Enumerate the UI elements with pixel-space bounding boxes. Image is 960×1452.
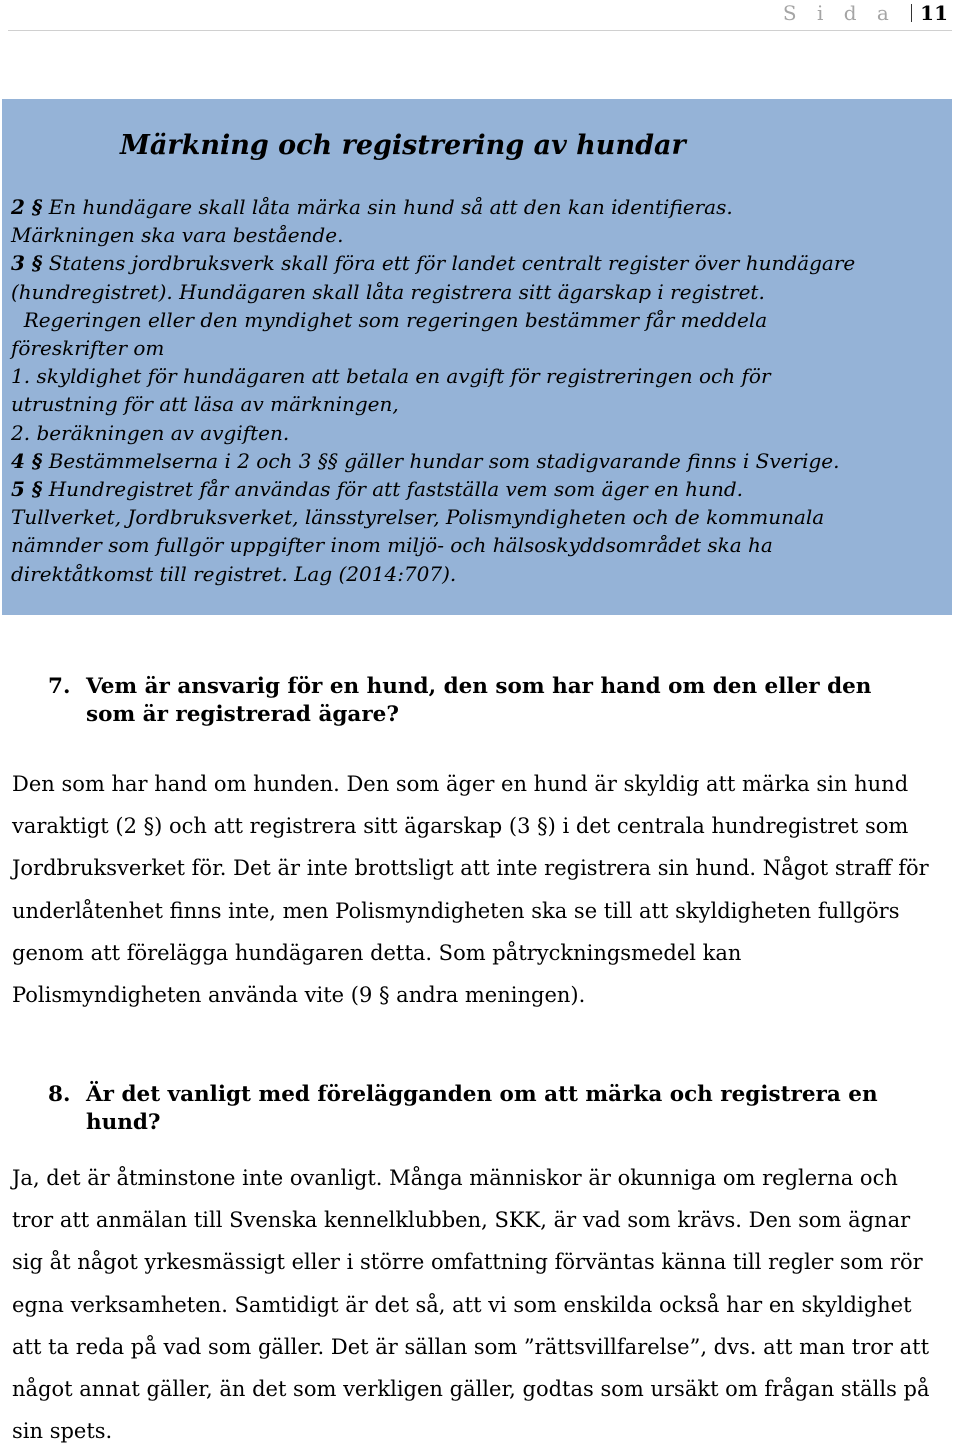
answer-line: att ta reda på vad som gäller. Det är sällan som ”rättsvillfarelse”, dvs. att man tror att [12,1334,930,1359]
law-line [11,503,951,531]
law-line-text: Regeringen eller den myndighet som regeringen bestämmer får meddela [11,307,768,332]
paragraph-number: 5 § [11,477,43,502]
question-heading [48,673,928,729]
answer-line: egna verksamheten. Samtidigt är det så, att vi som enskilda också har en skyldighet [12,1292,912,1317]
law-line-text: föreskrifter om [11,336,165,361]
law-line [11,334,951,362]
law-line-text: direktåtkomst till registret. Lag (2014:707). [11,561,457,586]
law-line-text: En hundägare skall låta märka sin hund så att den kan identifieras. [42,195,733,219]
law-excerpt-text [11,193,951,588]
law-line [11,447,951,475]
answer-line: tror att anmälan till Svenska kennelklubben, SKK, är vad som krävs. Den som ägnar [12,1208,911,1233]
law-line [11,221,951,249]
question-number: 7. [48,674,71,699]
page-indicator [783,1,948,25]
answer-line: Den som har hand om hunden. Den som äger en hund är skyldig att märka sin hund [12,772,909,796]
question-text: Är det vanligt med förelägganden om att märka och registrera en hund? [86,1082,878,1135]
law-line-text: nämnder som fullgör uppgifter inom miljö- och hälsoskyddsområdet ska ha [11,533,773,558]
paragraph-number: 4 § [11,448,43,473]
law-line-text: Bestämmelserna i 2 och 3 §§ gäller hundar som stadigvarande finns i Sverige. [42,448,840,473]
law-line [11,306,951,334]
answer-line: Jordbruksverket för. Det är inte brottsligt att inte registrera sin hund. Något straff för [12,856,929,881]
law-excerpt-title: Märkning och registrering av hundar [120,130,686,161]
law-line [11,278,951,306]
law-line [11,193,951,221]
paragraph-number: 3 § [11,251,43,276]
law-line [11,560,951,588]
answer-line: sig åt något yrkesmässigt eller i större omfattning förväntas känna till regler som rör [12,1250,923,1275]
law-line [11,362,951,390]
law-line [11,475,951,503]
question-text: Vem är ansvarig för en hund, den som har hand om den eller den som är registrerad ägare? [86,674,872,727]
answer-line: Polismyndigheten använda vite (9 § andra meningen). [12,983,586,1008]
law-line-text: Märkningen ska vara bestående. [11,223,344,248]
answer-line: Ja, det är åtminstone inte ovanligt. Många människor är okunniga om reglerna och [12,1166,898,1190]
question-heading [48,1081,928,1137]
answer-line: genom att förelägga hundägaren detta. Som påtryckningsmedel kan [12,940,742,965]
answer-line: något annat gäller, än det som verkligen gäller, godtas som ursäkt om frågan ställs på [12,1377,930,1402]
question-number: 8. [48,1082,71,1107]
page-label: S i d a [782,1,896,25]
answer-paragraph [12,763,952,1016]
header-rule [8,30,952,31]
answer-line: underlåtenhet finns inte, men Polismyndigheten ska se till att skyldigheten fullgörs [12,898,900,923]
law-line-text: 2. beräkningen av avgiften. [11,420,290,445]
law-line-text: 1. skyldighet för hundägaren att betala en avgift för registreringen och för [11,364,771,389]
law-line-text: utrustning för att läsa av märkningen, [11,392,399,417]
page-number: 11 [920,1,948,25]
answer-paragraph [12,1157,952,1452]
header-separator [911,4,912,22]
law-line-text: Tullverket, Jordbruksverket, länsstyrelser, Polismyndigheten och de kommunala [11,505,825,530]
law-line [11,249,951,277]
law-line-text: (hundregistret). Hundägaren skall låta registrera sitt ägarskap i registret. [11,279,765,304]
law-line-text: Statens jordbruksverk skall föra ett för landet centralt register över hundägare [42,251,856,276]
answer-line: sin spets. [12,1419,113,1444]
law-line [11,531,951,559]
page-header [0,0,960,30]
answer-line: varaktigt (2 §) och att registrera sitt ägarskap (3 §) i det centrala hundregistret som [12,814,909,839]
law-line [11,419,951,447]
law-line [11,390,951,418]
law-line-text: Hundregistret får användas för att fastställa vem som äger en hund. [42,477,743,502]
paragraph-number: 2 § [11,195,43,219]
